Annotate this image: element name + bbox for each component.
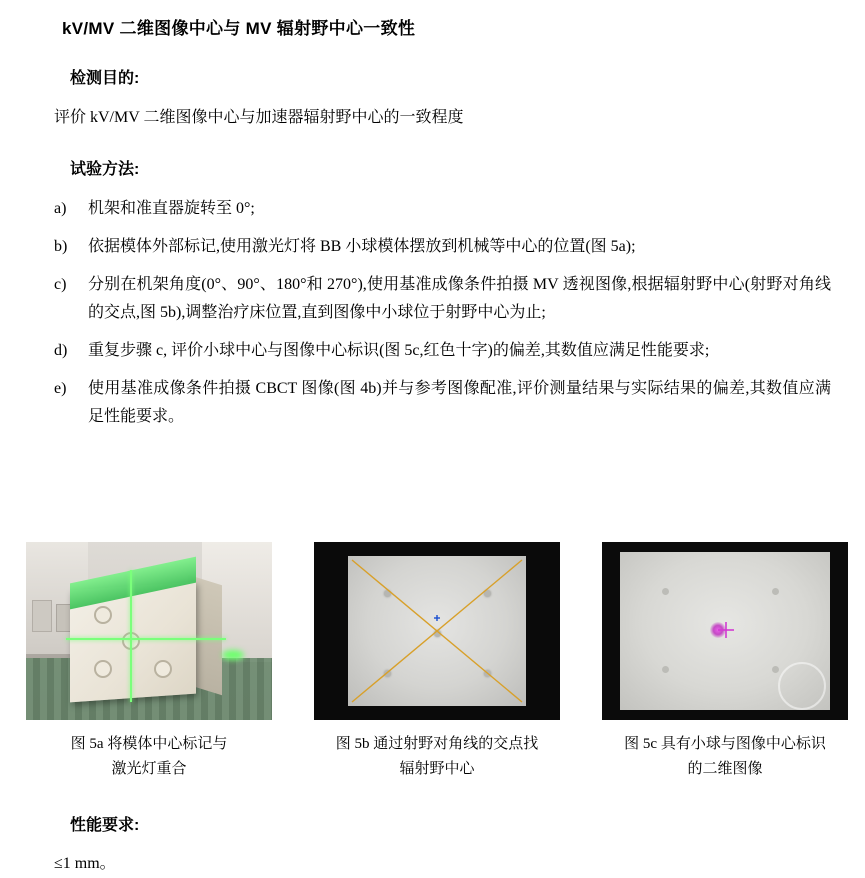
list-item — [0, 375, 865, 431]
mv-portal-image — [314, 542, 560, 720]
figure-5c-caption — [602, 732, 848, 782]
list-item-text: 使用基准成像条件拍摄 CBCT 图像(图 4b)并与参考图像配准,评价测量结果与实际结果的偏差,其数值应满足性能要求。 — [88, 380, 831, 425]
figure-5c — [602, 542, 848, 782]
list-item — [0, 195, 865, 223]
document-page — [0, 14, 865, 878]
figure-5a-caption-line2: 激光灯重合 — [111, 760, 187, 777]
crosshair-icon — [620, 552, 830, 710]
list-item-text: 重复步骤 c, 评价小球中心与图像中心标识(图 5c,红色十字)的偏差,其数值应满足性能要求; — [88, 342, 710, 359]
method-heading: 试验方法: — [70, 161, 140, 178]
figure-5a-caption — [26, 732, 272, 782]
figure-5c-caption-line1: 图 5c 具有小球与图像中心标识 — [624, 736, 826, 752]
list-item-marker: a) — [54, 200, 67, 217]
figure-5b-caption-line2: 辐射野中心 — [399, 760, 475, 777]
two-dimensional-image — [602, 542, 848, 720]
purpose-heading: 检测目的: — [70, 70, 140, 87]
list-item-text: 机架和准直器旋转至 0°; — [88, 200, 255, 217]
laser-line-vertical — [130, 570, 132, 702]
figure-5b-caption-line1: 图 5b 通过射野对角线的交点找 — [335, 736, 539, 752]
field-diagonal-lines-icon — [348, 556, 526, 706]
figure-group — [0, 542, 865, 782]
laser-line-horizontal — [66, 638, 226, 640]
list-item-marker: e) — [54, 380, 67, 397]
figure-5a — [26, 542, 272, 782]
list-item-marker: d) — [54, 342, 68, 359]
figure-5c-caption-line2: 的二维图像 — [687, 760, 763, 777]
list-item-marker: b) — [54, 238, 68, 255]
list-item — [0, 337, 865, 365]
performance-value: ≤1 mm。 — [54, 855, 116, 872]
performance-heading: 性能要求: — [70, 817, 140, 834]
list-item-marker: c) — [54, 276, 67, 293]
list-item — [0, 271, 865, 327]
figure-5b-caption — [314, 732, 560, 782]
phantom-photo-image — [26, 542, 272, 720]
method-steps-list — [0, 195, 865, 431]
page-title: kV/MV 二维图像中心与 MV 辐射野中心一致性 — [62, 19, 416, 38]
purpose-paragraph: 评价 kV/MV 二维图像中心与加速器辐射野中心的一致程度 — [54, 109, 464, 126]
figure-5a-caption-line1: 图 5a 将模体中心标记与 — [70, 736, 228, 752]
list-item — [0, 233, 865, 261]
list-item-text: 依据模体外部标记,使用激光灯将 BB 小球模体摆放到机械等中心的位置(图 5a); — [88, 238, 636, 255]
list-item-text: 分别在机架角度(0°、90°、180°和 270°),使用基准成像条件拍摄 MV 透视图像,根据辐射野中心(射野对角线的交点,图 5b),调整治疗床位置,直到图像中小球位于射野中心为止; — [88, 276, 831, 321]
figure-5b — [314, 542, 560, 782]
